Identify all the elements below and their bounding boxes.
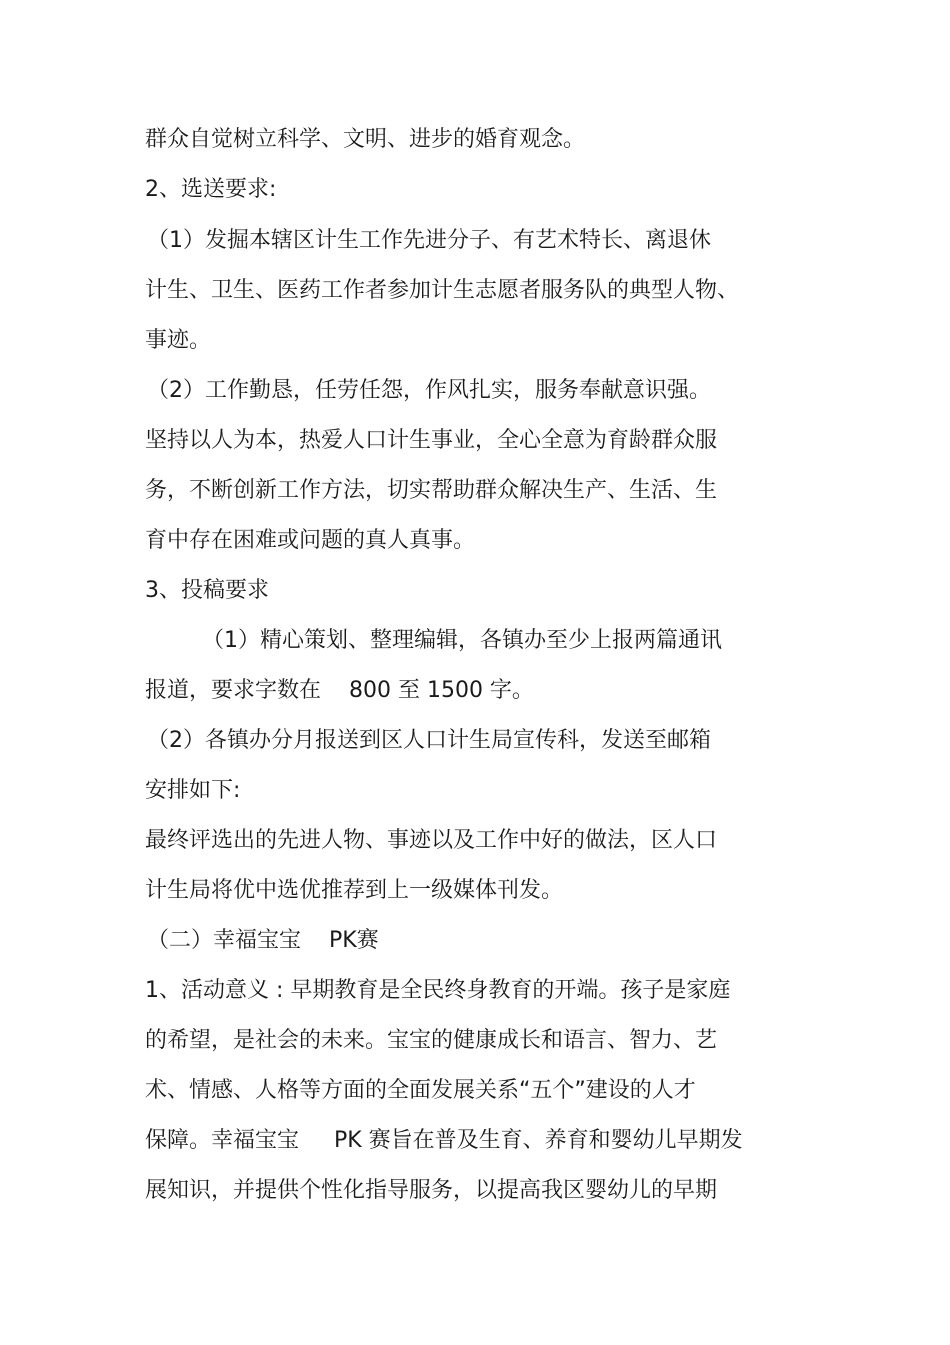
- text-line: （1）精心策划、整理编辑，各镇办至少上报两篇通讯: [202, 628, 722, 653]
- text-line: 事迹。: [145, 328, 212, 353]
- text-line: 群众自觉树立科学、文明、进步的婚育观念。: [145, 127, 586, 152]
- text-line: 1、活动意义 : 早期教育是全民终身教育的开端。孩子是家庭: [145, 978, 731, 1003]
- text-line: 报道，要求字数在 800 至 1500 字。: [145, 678, 534, 703]
- text-line: 术、情感、人格等方面的全面发展关系“五个”建设的人才: [145, 1078, 696, 1103]
- text-line: 保障。幸福宝宝 PK 赛旨在普及生育、养育和婴幼儿早期发: [145, 1128, 743, 1153]
- text-line: 安排如下:: [145, 778, 241, 803]
- text-line: 计生、卫生、医药工作者参加计生志愿者服务队的典型人物、: [145, 278, 740, 303]
- text-line: 育中存在困难或问题的真人真事。: [145, 528, 476, 553]
- section-heading: （二）幸福宝宝 PK赛: [147, 928, 379, 953]
- text-line: 的希望，是社会的未来。宝宝的健康成长和语言、智力、艺: [145, 1028, 718, 1053]
- text-line: 坚持以人为本，热爱人口计生事业，全心全意为育龄群众服: [145, 428, 718, 453]
- section-heading: 2、选送要求:: [145, 177, 277, 202]
- text-line: （2）各镇办分月报送到区人口计生局宣传科，发送至邮箱: [147, 728, 711, 753]
- text-line: 最终评选出的先进人物、事迹以及工作中好的做法，区人口: [145, 828, 718, 853]
- text-line: （2）工作勤恳，任劳任怨，作风扎实，服务奉献意识强。: [147, 378, 711, 403]
- section-heading: 3、投稿要求: [145, 578, 269, 603]
- text-line: 计生局将优中选优推荐到上一级媒体刊发。: [145, 878, 564, 903]
- text-line: （1）发掘本辖区计生工作先进分子、有艺术特长、离退休: [147, 228, 711, 253]
- text-line: 展知识，并提供个性化指导服务，以提高我区婴幼儿的早期: [145, 1178, 718, 1203]
- text-line: 务，不断创新工作方法，切实帮助群众解决生产、生活、生: [145, 478, 718, 503]
